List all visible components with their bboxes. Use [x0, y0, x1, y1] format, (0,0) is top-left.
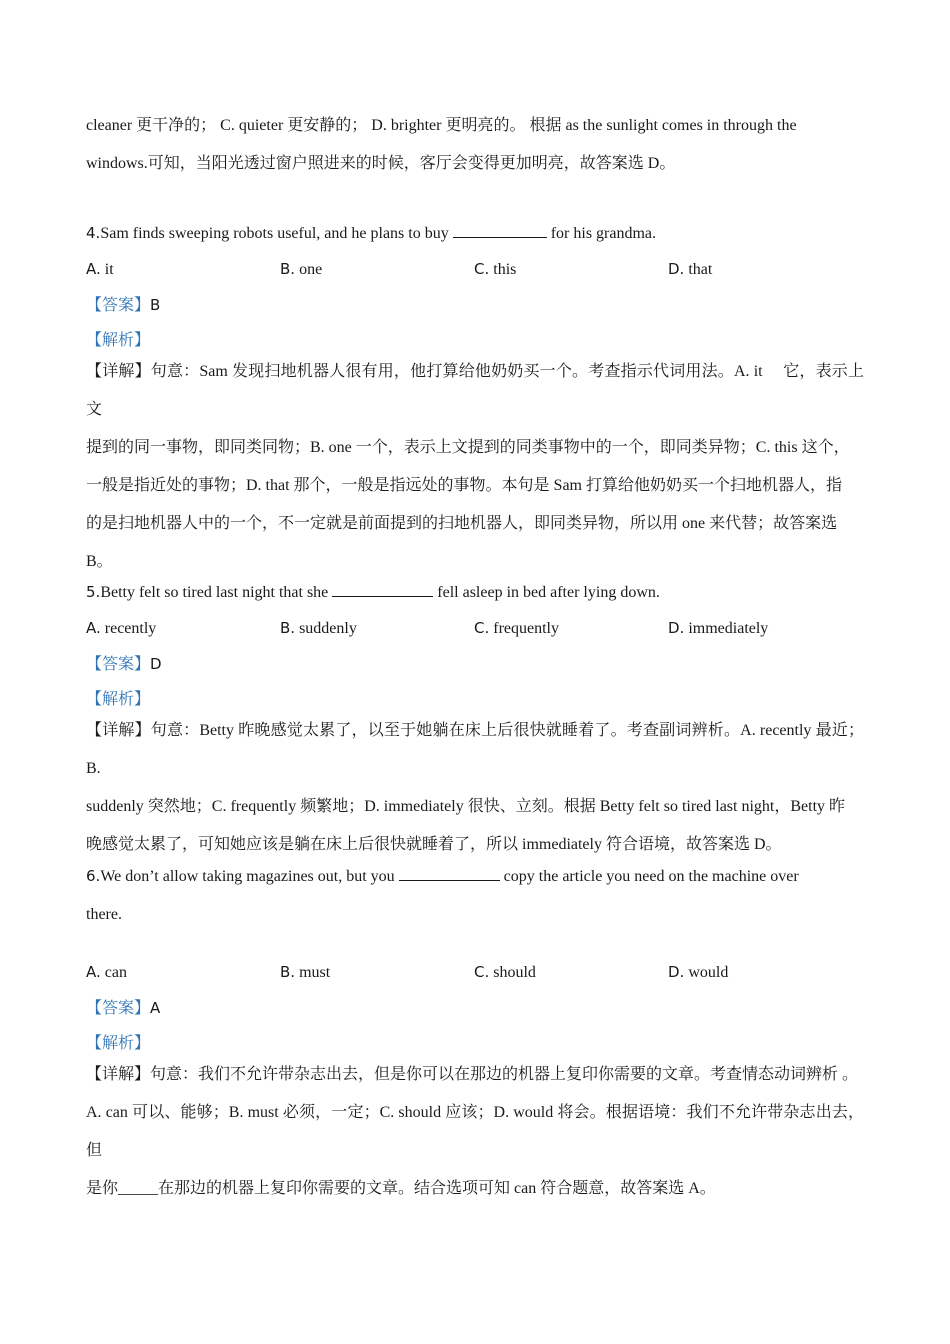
- option-letter: B.: [280, 963, 296, 981]
- answer-label: 【答案】: [86, 297, 151, 314]
- option-text: one: [299, 261, 323, 278]
- options-row: [86, 616, 864, 641]
- option-c: [474, 960, 668, 985]
- option-a: [86, 960, 280, 985]
- question-stem: [86, 221, 864, 246]
- detail-paragraph: [86, 353, 864, 581]
- option-text: suddenly: [299, 620, 357, 637]
- answer-label: 【答案】: [86, 656, 151, 673]
- detail-line: 一般是指近处的事物；D. that 那个，一般是指远处的事物。本句是 Sam 打算给他奶奶买一个扫地机器人，指: [86, 477, 842, 494]
- answer-line: [86, 996, 864, 1021]
- detail-line: 【详解】句意：Sam 发现扫地机器人很有用，他打算给他奶奶买一个。考查指示代词用法。A. it 它，表示上文: [86, 363, 864, 418]
- option-d: [668, 960, 862, 985]
- detail-line: 的是扫地机器人中的一个，不一定就是前面提到的扫地机器人，即同类异物，所以用 one 来代替；故答案选: [86, 515, 838, 532]
- answer-blank: [399, 866, 500, 881]
- answer-line: [86, 293, 864, 318]
- options-row: [86, 960, 864, 985]
- detail-line: B。: [86, 553, 113, 570]
- answer-label: 【答案】: [86, 1000, 151, 1017]
- answer-blank: [332, 582, 433, 597]
- question-text: for his grandma.: [546, 225, 657, 242]
- option-letter: C.: [474, 619, 490, 637]
- question-stem: [86, 580, 864, 605]
- option-text: can: [104, 964, 127, 981]
- question-stem-line: there.: [86, 906, 122, 923]
- answer-value: A: [150, 999, 161, 1017]
- question-4: [86, 221, 864, 581]
- detail-line: suddenly 突然地；C. frequently 频繁地；D. immediately 很快、立刻。根据 Betty felt so tired last night，Betty 昨: [86, 798, 846, 815]
- option-letter: A.: [86, 963, 101, 981]
- answer-blank: [453, 223, 547, 238]
- option-letter: D.: [668, 260, 685, 278]
- question-stem: [86, 857, 864, 934]
- option-text: should: [493, 964, 536, 981]
- analysis-label: 【解析】: [86, 691, 151, 708]
- answer-value: D: [150, 655, 162, 673]
- question-text: Betty felt so tired last night that she: [100, 584, 333, 601]
- question-text: Sam finds sweeping robots useful, and he plans to buy: [100, 225, 453, 242]
- option-text: frequently: [493, 620, 559, 637]
- analysis-label: 【解析】: [86, 1035, 151, 1052]
- options-row: [86, 257, 864, 282]
- analysis-label: 【解析】: [86, 332, 151, 349]
- question-text: copy the article you need on the machine over: [499, 868, 799, 885]
- option-letter: C.: [474, 260, 490, 278]
- question-6: [86, 857, 864, 1208]
- option-letter: C.: [474, 963, 490, 981]
- option-c: [474, 257, 668, 282]
- question-text: fell asleep in bed after lying down.: [433, 584, 660, 601]
- question-5: [86, 580, 864, 864]
- option-b: [280, 960, 474, 985]
- option-letter: A.: [86, 619, 101, 637]
- question-stem-line: [86, 857, 864, 896]
- option-a: [86, 616, 280, 641]
- option-letter: B.: [280, 619, 296, 637]
- question-number: 4.: [86, 224, 101, 242]
- detail-line: 提到的同一事物，即同类同物；B. one 一个，表示上文提到的同类事物中的一个，即同类异物；C. this 这个，: [86, 439, 850, 456]
- detail-paragraph: [86, 712, 864, 864]
- detail-paragraph: [86, 1056, 864, 1208]
- option-text: must: [299, 964, 331, 981]
- detail-line: 是你_____在那边的机器上复印你需要的文章。结合选项可知 can 符合题意，故答案选 A。: [86, 1180, 716, 1197]
- intro-line: windows.可知，当阳光透过窗户照进来的时候，客厅会变得更加明亮，故答案选 D。: [86, 155, 676, 172]
- option-letter: D.: [668, 963, 685, 981]
- option-d: [668, 616, 862, 641]
- detail-line: 【详解】句意：Betty 昨晚感觉太累了，以至于她躺在床上后很快就睡着了。考查副词辨析。A. recently 最近；B.: [86, 722, 864, 777]
- option-text: that: [688, 261, 713, 278]
- option-d: [668, 257, 862, 282]
- option-text: this: [493, 261, 517, 278]
- detail-line: A. can 可以、能够；B. must 必须，一定；C. should 应该；D. would 将会。根据语境：我们不允许带杂志出去，但: [86, 1104, 864, 1159]
- option-b: [280, 257, 474, 282]
- option-a: [86, 257, 280, 282]
- option-letter: D.: [668, 619, 685, 637]
- option-text: recently: [104, 620, 157, 637]
- option-letter: A.: [86, 260, 101, 278]
- answer-line: [86, 652, 864, 677]
- detail-line: 晚感觉太累了，可知她应该是躺在床上后很快就睡着了，所以 immediately 符合语境，故答案选 D。: [86, 836, 782, 853]
- question-number: 5.: [86, 583, 101, 601]
- answer-value: B: [150, 296, 161, 314]
- option-letter: B.: [280, 260, 296, 278]
- detail-line: 【详解】句意：我们不允许带杂志出去，但是你可以在那边的机器上复印你需要的文章。考查情态动词辨析 。: [86, 1066, 859, 1083]
- question-text: We don’t allow taking magazines out, but you: [100, 868, 399, 885]
- intro-line: cleaner 更干净的； C. quieter 更安静的； D. brighter 更明亮的。 根据 as the sunlight comes in through the: [86, 117, 797, 134]
- option-text: would: [688, 964, 729, 981]
- intro-paragraph: [86, 107, 864, 183]
- option-b: [280, 616, 474, 641]
- question-number: 6.: [86, 867, 101, 885]
- option-c: [474, 616, 668, 641]
- option-text: it: [104, 261, 114, 278]
- option-text: immediately: [688, 620, 769, 637]
